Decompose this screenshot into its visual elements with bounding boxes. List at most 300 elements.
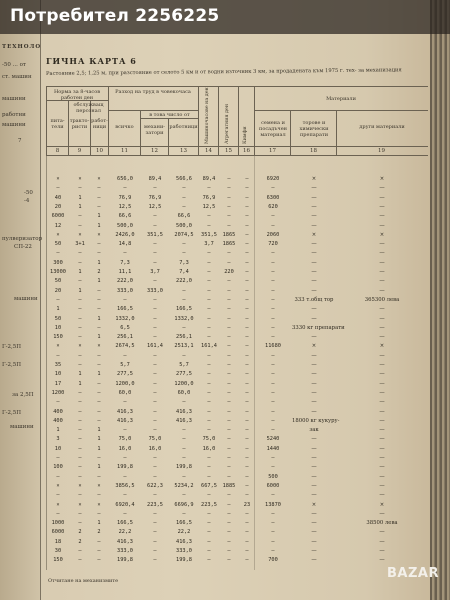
table-cell: 2 [97,269,101,275]
table-cell: — [227,250,231,257]
table-cell: — [207,315,211,322]
table-cell: — [379,427,385,434]
table-cell: 1332,0 [174,315,194,322]
table-cell: 35 [54,362,62,368]
table-cell: — [271,389,275,396]
table-cell: 416,3 [117,417,133,424]
table-cell: — [271,427,275,434]
column-rule [218,86,219,156]
table-cell: — [379,371,385,378]
table-cell: — [227,324,231,331]
table-cell: — [271,315,275,322]
table-cell: 416,3 [117,538,133,545]
table-cell: — [153,278,157,285]
table-cell: × [311,501,317,508]
table-cell: 199,8 [117,464,133,471]
table-cell: — [78,296,82,303]
table-cell: — [227,176,231,182]
table-cell: — [227,520,231,527]
table-cell: × [78,343,82,350]
table-cell: — [271,455,275,461]
table-cell: — [227,557,231,564]
table-cell: — [379,455,385,461]
table-cell: — [153,473,157,480]
table-cell: — [207,417,211,424]
table-cell: 1 [97,213,101,220]
left-fragment: Г-2,5П [2,344,22,350]
table-cell: 7,4 [179,269,189,275]
table-cell: — [311,287,317,294]
table-cell: — [123,473,127,480]
table-cell: 76,9 [148,194,162,201]
table-cell: — [207,427,211,434]
table-cell: × [97,482,101,489]
table-cell: 166,5 [117,520,133,527]
table-cell: 3 [56,436,60,443]
table-cell: 1 [97,259,101,266]
table-cell: — [245,427,249,434]
table-cell: 400 [53,408,63,415]
table-cell: — [227,501,231,508]
table-cell: — [227,352,231,359]
table-cell: 2 [78,538,82,545]
table-cell: 256,1 [117,334,133,341]
table-cell: — [227,306,231,313]
table-cell: — [227,203,231,210]
table-cell: — [245,185,249,192]
table-cell: — [245,306,249,313]
table-cell: — [271,222,275,229]
table-cell: 1 [97,222,101,229]
table-cell: — [153,371,157,378]
table-cell: 1 [97,464,101,471]
table-cell: — [207,399,211,406]
left-fragment: Г-2,5П [2,362,22,368]
table-cell: — [311,520,317,527]
table-cell: 10 [54,445,62,452]
table-cell: — [245,510,249,517]
table-cell: 50 [54,315,62,322]
table-cell: — [379,408,385,415]
table-cell: — [56,510,60,517]
table-cell: 23 [243,501,251,508]
table-cell: — [245,557,249,564]
table-cell: — [182,296,186,303]
table-cell: 38500 лева [366,520,398,527]
table-cell: — [245,362,249,368]
table-cell: — [207,538,211,545]
table-cell: — [78,548,82,554]
table-cell: 1 [78,371,82,378]
table-cell: — [207,557,211,564]
table-cell: — [379,417,385,424]
table-cell: × [311,176,317,182]
table-cell: 1 [97,436,101,443]
table-cell: 2 [97,529,101,536]
table-cell: — [227,464,231,471]
table-cell: — [311,315,317,322]
table-cell: — [78,464,82,471]
table-cell: — [245,287,249,294]
watermark-text: BAZAR [387,566,439,581]
table-cell: — [379,380,385,387]
table-cell: — [271,306,275,313]
table-cell: — [227,296,231,303]
table-cell: — [182,445,186,452]
table-cell: — [207,380,211,387]
table-cell: 5,7 [120,362,130,368]
table-cell: — [379,557,385,564]
table-cell: — [311,278,317,285]
table-cell: — [123,399,127,406]
table-cell: — [182,241,186,248]
table-cell: 400 [53,417,63,424]
table-cell: — [97,185,101,192]
table-cell: — [153,529,157,536]
table-cell: — [153,380,157,387]
table-cell: 75,0 [118,436,132,443]
table-cell: 622,3 [147,482,163,489]
table-cell: 161,4 [201,343,217,350]
table-cell: — [311,408,317,415]
table-cell: — [245,222,249,229]
table-cell: — [271,380,275,387]
table-cell: — [311,557,317,564]
table-cell: — [227,259,231,266]
header-fuel: Кимфи [243,126,248,144]
table-cell: — [379,473,385,480]
header-rule [140,118,198,119]
table-cell: 656,0 [117,176,133,182]
table-cell: — [379,315,385,322]
table-cell: — [56,185,60,192]
table-cell: — [271,362,275,368]
table-cell: — [245,334,249,341]
table-cell: — [245,389,249,396]
table-cell: — [207,455,211,461]
table-cell: — [379,436,385,443]
table-cell: — [153,222,157,229]
table-cell: — [379,324,385,331]
table-cell: 2513,1 [174,343,194,350]
table-cell: — [379,213,385,220]
header-rule [254,110,428,111]
column-number: 13 [180,148,187,154]
table-cell: — [123,250,127,257]
table-cell: — [311,455,317,461]
table-cell: 720 [268,241,278,248]
table-cell: 22,2 [177,529,191,536]
table-cell: — [97,473,101,480]
table-cell: — [207,213,211,220]
table-cell: — [245,548,249,554]
table-cell: 17 [54,380,62,387]
table-cell: — [153,362,157,368]
table-cell: 6,5 [120,324,130,331]
table-cell: — [78,510,82,517]
table-cell: 2074,5 [174,231,194,238]
header-service: обслужващ персонал [73,102,104,114]
left-fragment: машини [2,122,26,128]
table-cell: 10 [54,371,62,378]
table-cell: — [245,194,249,201]
table-cell: — [207,371,211,378]
table-cell: 18 [54,538,62,545]
table-cell: — [227,529,231,536]
table-cell: 416,3 [176,538,192,545]
table-cell: — [97,287,101,294]
table-cell: 1 [97,445,101,452]
table-cell: — [271,464,275,471]
table-cell: 6000 [266,482,280,489]
header-pit: пита-тели [50,118,65,130]
table-cell: — [78,185,82,192]
table-cell: 13000 [50,269,66,275]
table-cell: 1 [97,427,101,434]
table-cell: — [245,176,249,182]
table-cell: — [153,389,157,396]
table-cell: — [271,371,275,378]
table-cell: 6920 [266,176,280,182]
table-cell: — [379,362,385,368]
table-cell: — [379,464,385,471]
column-rule [254,86,255,156]
table-cell: — [311,445,317,452]
table-cell: 333,0 [117,548,133,554]
table-cell: — [207,352,211,359]
table-cell: 220 [224,269,234,275]
header-seed: семена и посадъчен материал [259,120,287,138]
table-cell: — [153,538,157,545]
table-cell: — [153,455,157,461]
table-cell: — [311,250,317,257]
table-cell: × [379,501,385,508]
table-cell: — [207,334,211,341]
table-cell: — [311,371,317,378]
table-cell: — [311,259,317,266]
table-cell: 199,8 [117,557,133,564]
table-cell: — [245,371,249,378]
header-workers2: работници [169,124,198,130]
table-cell: — [311,352,317,359]
table-cell: — [379,250,385,257]
table-cell: 1200,0 [115,380,135,387]
table-cell: — [227,287,231,294]
table-cell: — [271,259,275,266]
header-other: други материали [359,124,405,130]
table-cell: — [182,492,186,499]
table-cell: — [379,222,385,229]
table-cell: — [245,482,249,489]
table-cell: — [379,538,385,545]
table-cell: — [271,324,275,331]
table-cell: 3330 кг препарати [292,324,345,331]
table-cell: — [123,492,127,499]
table-cell: — [97,417,101,424]
table-cell: — [245,269,249,275]
table-cell: — [153,334,157,341]
header-tractorists: тракто-ристи [69,118,90,130]
table-cell: — [271,417,275,424]
column-number: 14 [205,148,212,154]
table-cell: 16,0 [202,445,216,452]
page-heading: ГИЧНА КАРТА 6 [46,56,137,66]
table-cell: — [245,203,249,210]
table-cell: — [245,296,249,303]
table-cell: — [245,259,249,266]
table-cell: — [271,287,275,294]
table-cell: 20 [54,287,62,294]
table-cell: 76,9 [118,194,132,201]
table-cell: — [123,427,127,434]
table-cell: — [227,399,231,406]
table-cell: 89,4 [202,176,216,182]
table-cell: 500 [268,473,278,480]
table-cell: 13870 [265,501,281,508]
table-cell: — [311,241,317,248]
header-expense: Разход на труд в човекочаса [115,89,191,95]
table-cell: — [227,194,231,201]
table-cell: — [227,371,231,378]
table-cell: — [245,455,249,461]
table-cell: — [153,520,157,527]
table-cell: — [97,455,101,461]
table-cell: 333,0 [147,287,163,294]
table-cell: — [182,194,186,201]
table-cell: 3,7 [150,269,160,275]
table-cell: — [311,492,317,499]
table-cell: — [271,408,275,415]
table-cell: — [207,185,211,192]
table-cell: × [97,501,101,508]
table-cell: — [153,557,157,564]
column-number: 9 [77,148,82,154]
table-cell: 1200,0 [174,380,194,387]
table-cell: 1 [97,278,101,285]
table-cell: — [227,455,231,461]
table-cell: — [227,538,231,545]
table-cell: — [379,399,385,406]
table-cell: 256,1 [176,334,192,341]
table-cell: — [379,510,385,517]
table-cell: 416,3 [117,408,133,415]
table-cell: — [182,455,186,461]
table-cell: × [78,482,82,489]
table-cell: × [56,343,60,350]
table-cell: — [78,213,82,220]
left-fragment: за 2,5П [12,392,34,398]
table-cell: — [271,250,275,257]
table-cell: 3856,5 [115,482,135,489]
table-cell: — [97,250,101,257]
table-cell: 3,7 [204,241,214,248]
table-cell: — [379,389,385,396]
table-cell: 1332,0 [115,315,135,322]
table-cell: 1 [97,334,101,341]
table-cell: 2 [78,529,82,536]
table-cell: 66,6 [177,213,191,220]
table-cell: 500,0 [117,222,133,229]
table-cell: — [227,548,231,554]
table-cell: — [311,548,317,554]
table-cell: — [78,417,82,424]
table-cell: 7,3 [179,259,189,266]
table-cell: — [379,241,385,248]
banner-title: Потребител 2256225 [10,6,220,26]
table-cell: — [245,445,249,452]
table-cell: — [182,352,186,359]
table-cell: 351,5 [147,231,163,238]
table-cell: — [311,473,317,480]
table-cell: × [97,343,101,350]
table-cell: — [245,529,249,536]
table-cell: 50 [54,278,62,285]
table-cell: 75,0 [202,436,216,443]
table-cell: — [78,250,82,257]
table-cell: — [379,334,385,341]
left-fragment: Г-2,5П [2,410,22,416]
table-cell: × [78,231,82,238]
table-cell: 277,5 [117,371,133,378]
table-cell: 166,5 [117,306,133,313]
header-machinery-hours: Машиночасове на ден [205,87,210,144]
header-rule [108,110,198,111]
left-fragment: ТЕХНОЛО [2,44,42,50]
table-cell: — [311,194,317,201]
table-cell: — [379,306,385,313]
table-cell: 75,0 [148,436,162,443]
table-cell: — [153,306,157,313]
table-cell: 40 [54,194,62,201]
table-cell: — [379,269,385,275]
table-cell: — [271,278,275,285]
column-number: 17 [269,148,276,154]
table-cell: 10 [54,324,62,331]
table-cell: 2674,5 [115,343,135,350]
table-cell: 500,0 [176,222,192,229]
table-cell: 76,9 [202,194,216,201]
table-cell: × [311,231,317,238]
table-cell: — [379,203,385,210]
table-cell: — [78,492,82,499]
table-cell: — [227,492,231,499]
table-cell: — [379,529,385,536]
table-cell: 2060 [266,231,280,238]
table-cell: 1 [56,427,60,434]
table-cell: — [56,455,60,461]
table-cell: — [97,399,101,406]
table-cell: 1440 [266,445,280,452]
table-cell: — [153,324,157,331]
table-cell: 1000 [51,520,65,527]
table-cell: 1200 [51,389,65,396]
header-norm-work: Норма за 8-часов работен ден [53,89,101,101]
table-cell: — [227,389,231,396]
table-cell: 150 [53,557,63,564]
table-cell: — [271,529,275,536]
left-fragment: -4 [24,198,30,204]
table-cell: — [207,250,211,257]
column-number: 12 [151,148,158,154]
table-cell: 18000 кг кукуру- [292,417,340,424]
table-cell: 620 [268,203,278,210]
table-cell: — [207,408,211,415]
table-cell: 11,1 [118,269,132,275]
table-cell: — [227,417,231,424]
table-cell: 1 [78,203,82,210]
table-cell: — [123,455,127,461]
table-cell: — [245,436,249,443]
